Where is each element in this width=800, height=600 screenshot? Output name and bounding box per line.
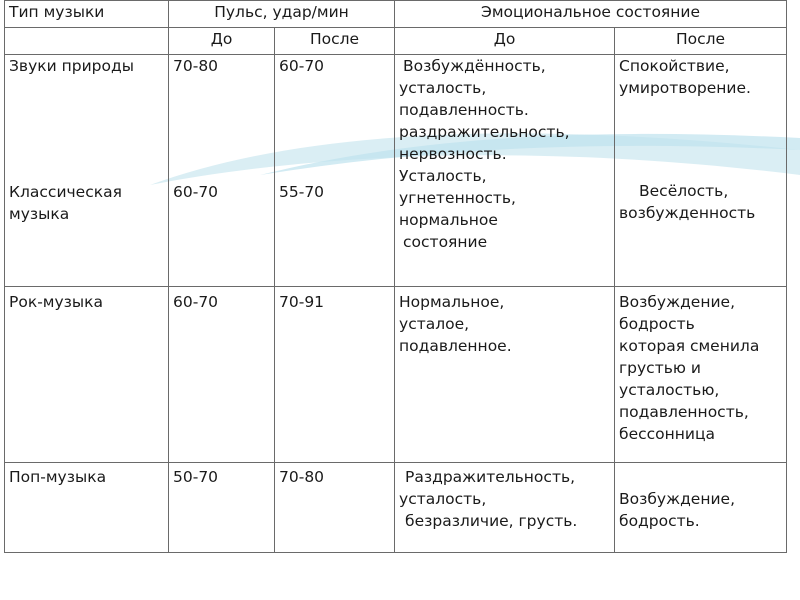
emotion-line: подавленное. (399, 337, 512, 355)
cell-pulse-before (169, 287, 275, 463)
emotion-line: состояние (403, 233, 488, 251)
pulse-value: 55-70 (279, 183, 325, 201)
type-label: музыка (9, 205, 70, 223)
cell-pulse-before (169, 463, 275, 553)
emotion-line: возбужденность (619, 204, 756, 222)
cell-emotion-after (615, 287, 787, 463)
header-row-1 (5, 1, 787, 28)
type-label: Классическая (9, 183, 122, 201)
header-pulse-before: До (169, 28, 275, 55)
table-row (5, 287, 787, 463)
emotion-line: Усталость, (399, 167, 487, 185)
emotion-line: бессонница (619, 425, 716, 443)
cell-type (5, 463, 169, 553)
emotion-line: раздражительность, (399, 123, 570, 141)
header-pulse: Пульс, удар/мин (169, 1, 395, 28)
emotion-line: Раздражительность, (405, 468, 576, 486)
cell-emotion-before (395, 55, 615, 287)
emotion-line: нервозность. (399, 145, 507, 163)
cell-emotion-after (615, 55, 787, 287)
pulse-value: 60-70 (173, 293, 219, 311)
emotion-line: Возбуждение, (619, 490, 735, 508)
emotion-line: усталость, (399, 79, 487, 97)
pulse-value: 70-80 (279, 468, 325, 486)
cell-type (5, 55, 169, 287)
emotion-line: которая сменила (619, 337, 760, 355)
type-label: Поп-музыка (9, 468, 107, 486)
pulse-value: 70-80 (173, 57, 219, 75)
cell-emotion-before (395, 463, 615, 553)
cell-pulse-before (169, 55, 275, 287)
emotion-line: усталость, (399, 490, 487, 508)
emotion-line: угнетенность, (399, 189, 516, 207)
pulse-value: 70-91 (279, 293, 325, 311)
emotion-line: усталостью, (619, 381, 720, 399)
emotion-line: бодрость (619, 315, 695, 333)
emotion-line: нормальное (399, 211, 498, 229)
emotion-line: умиротворение. (619, 79, 751, 97)
table-row (5, 463, 787, 553)
emotion-line: усталое, (399, 315, 470, 333)
pulse-value: 60-70 (173, 183, 219, 201)
emotion-line: грустью и (619, 359, 701, 377)
cell-type (5, 287, 169, 463)
cell-pulse-after (275, 287, 395, 463)
emotion-line: безразличие, грусть. (405, 512, 578, 530)
header-row-2 (5, 28, 787, 55)
cell-emotion-before (395, 287, 615, 463)
type-label: Звуки природы (9, 57, 134, 75)
header-pulse-after: После (275, 28, 395, 55)
pulse-value: 60-70 (279, 57, 325, 75)
emotion-line: Спокойствие, (619, 57, 730, 75)
emotion-line: подавленность, (619, 403, 749, 421)
emotion-line: Нормальное, (399, 293, 505, 311)
emotion-line: подавленность. (399, 101, 529, 119)
table-row (5, 55, 787, 287)
emotion-line: Возбуждение, (619, 293, 735, 311)
cell-pulse-after (275, 463, 395, 553)
music-table (4, 0, 787, 553)
header-emotion-before: До (395, 28, 615, 55)
cell-pulse-after (275, 55, 395, 287)
header-type: Тип музыки (5, 1, 169, 28)
emotion-line: Весёлость, (639, 182, 729, 200)
emotion-line: Возбуждённость, (403, 57, 546, 75)
header-emotion-after: После (615, 28, 787, 55)
emotion-line: бодрость. (619, 512, 700, 530)
pulse-value: 50-70 (173, 468, 219, 486)
cell-emotion-after (615, 463, 787, 553)
type-label: Рок-музыка (9, 293, 103, 311)
header-emotion: Эмоциональное состояние (395, 1, 787, 28)
header-empty (5, 28, 169, 55)
